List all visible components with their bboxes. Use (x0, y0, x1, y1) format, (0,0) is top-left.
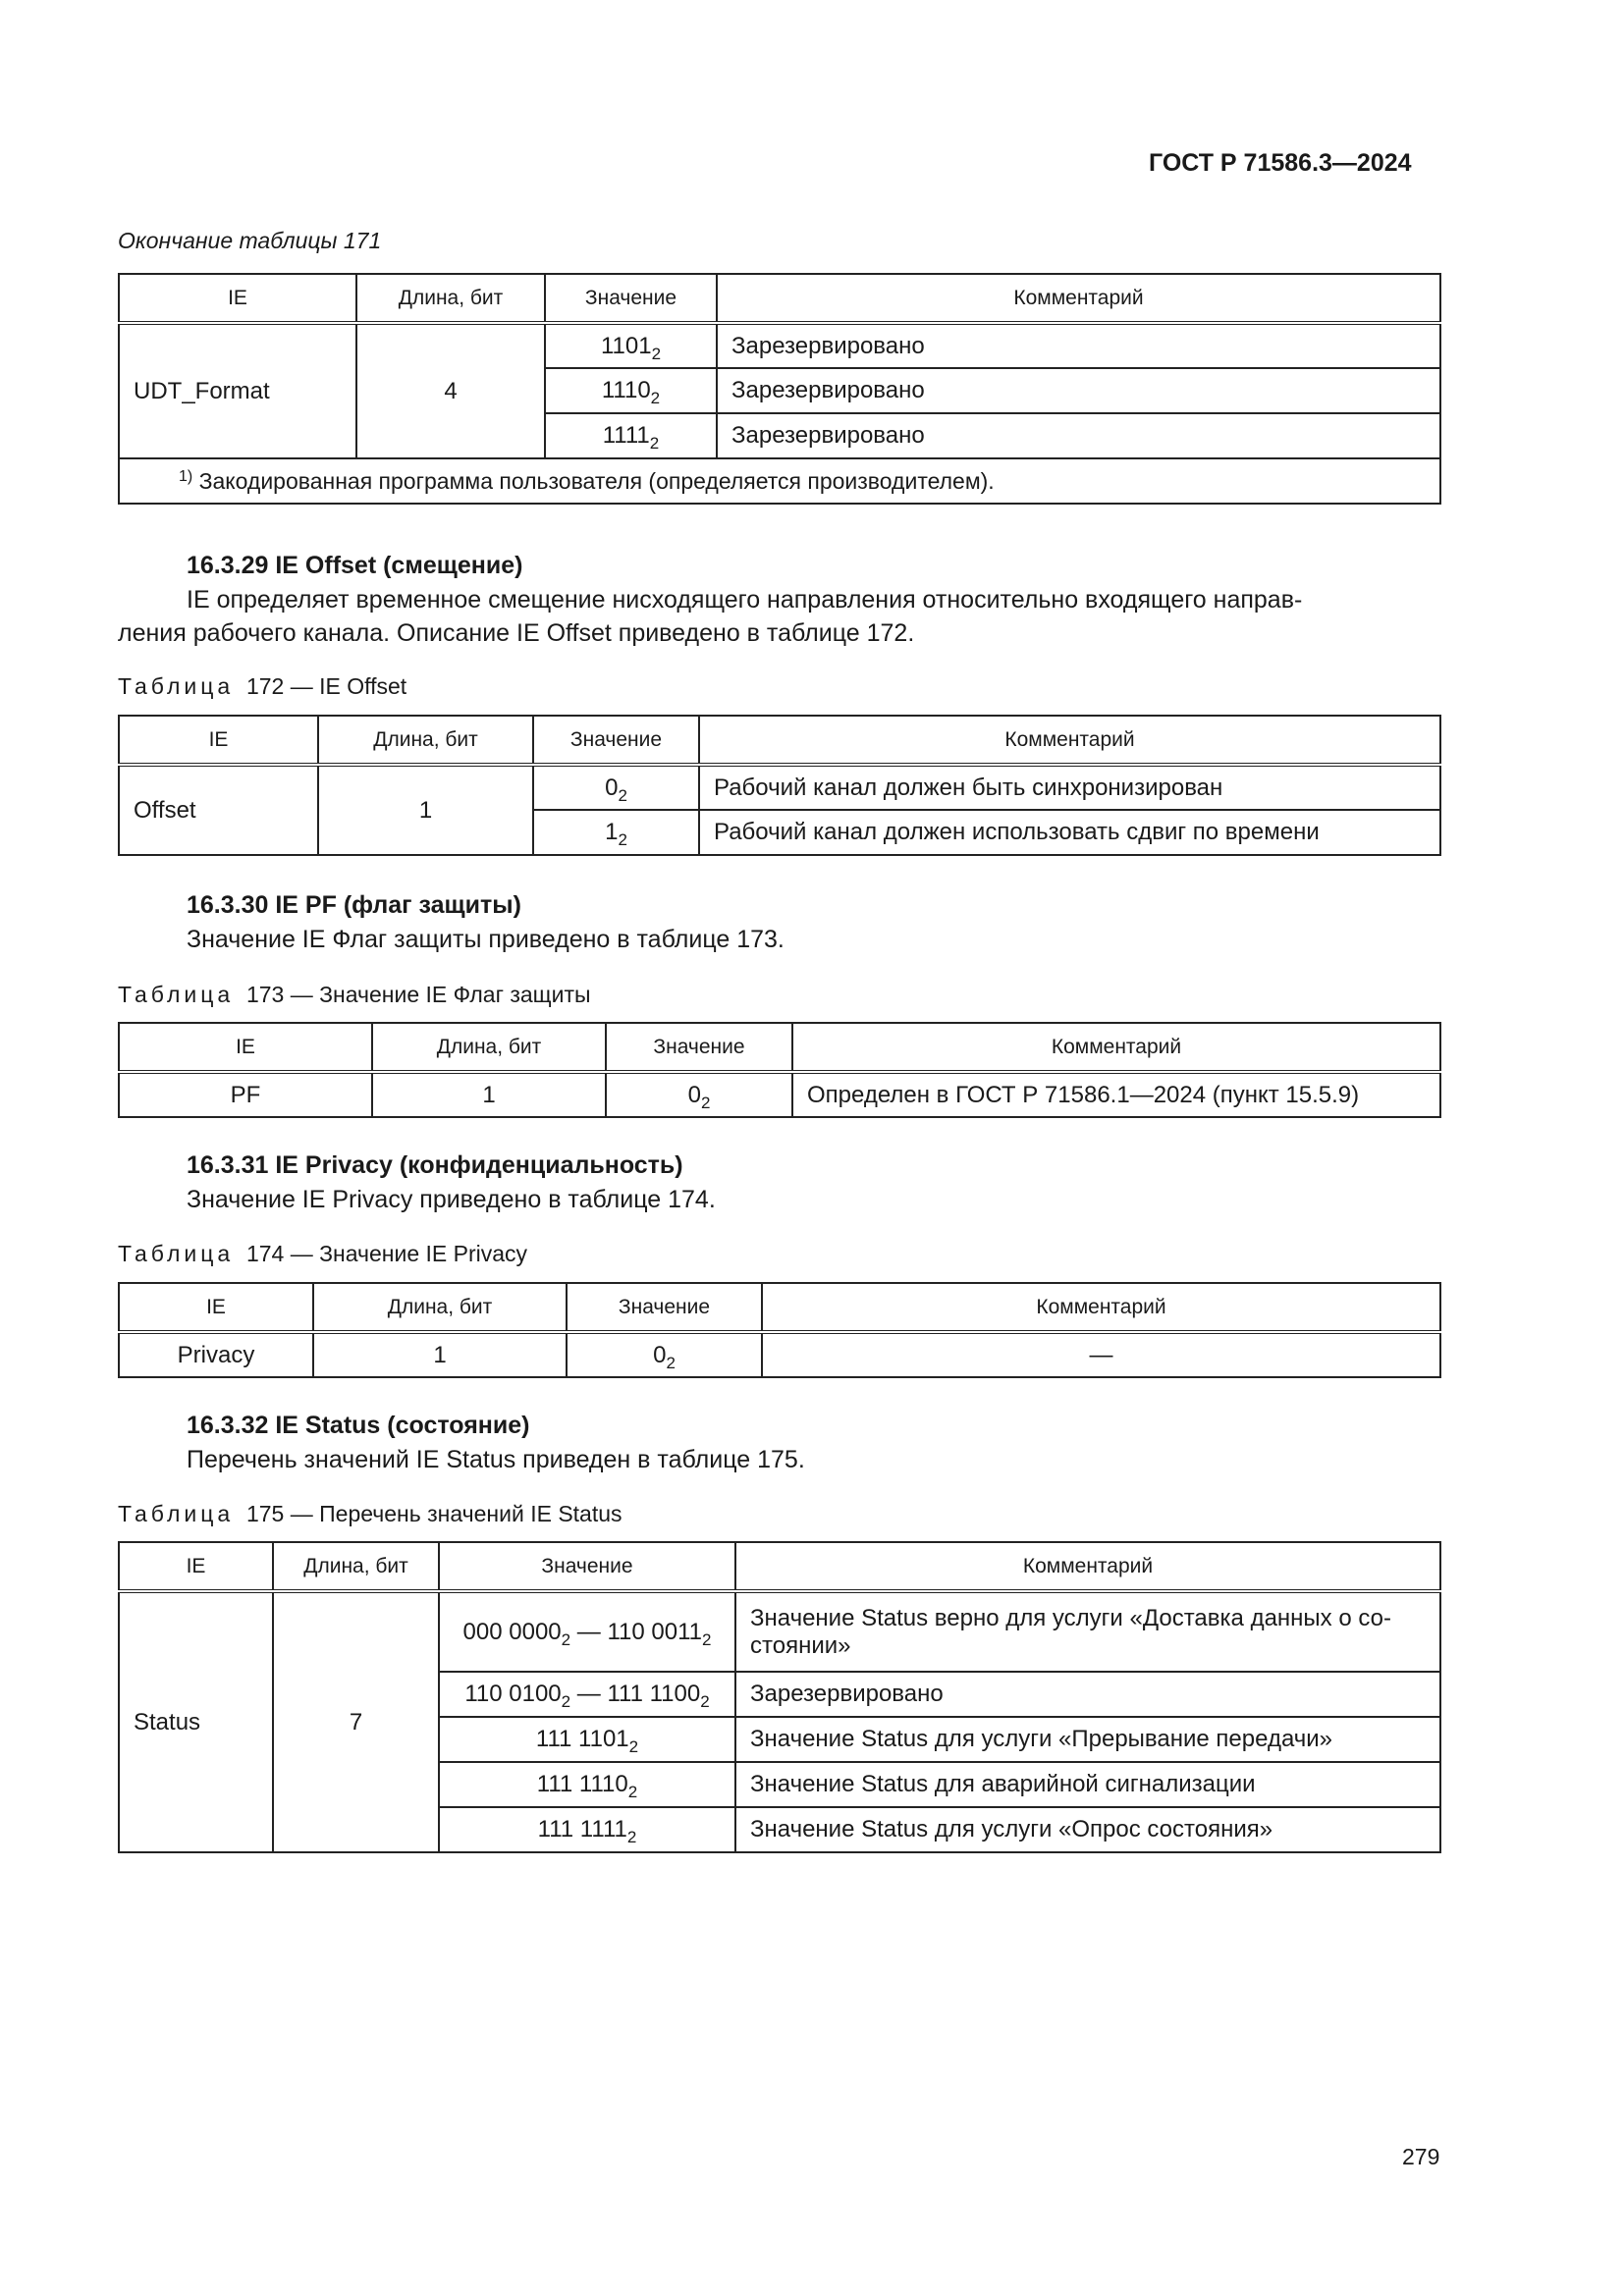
table-173-caption: Таблица 173 — Значение IE Флаг защиты (118, 982, 591, 1007)
col-comment: Комментарий (699, 716, 1440, 765)
table-row (119, 1072, 1440, 1117)
table-171-caption: Окончание таблицы 171 (118, 228, 382, 253)
cell-length: 1 (318, 765, 533, 855)
col-value: Значение (545, 274, 717, 323)
section-16-3-29-text-line1: IE определяет временное смещение нисходящего направления относительно входящего направ- (187, 586, 1303, 614)
cell-value: $1101_2$ (545, 323, 717, 368)
table-174 (118, 1282, 1441, 1378)
section-16-3-32-text: Перечень значений IE Status приведен в таблице 175. (187, 1446, 805, 1473)
col-ie: IE (119, 716, 318, 765)
cell-comment: Рабочий канал должен использовать сдвиг по времени (699, 810, 1440, 855)
cell-value: 000 $0000_2$ — 110 $0011_2$ (439, 1591, 735, 1672)
col-value: Значение (439, 1542, 735, 1591)
table-172-caption: Таблица 172 — IE Offset (118, 673, 407, 699)
col-length: Длина, бит (372, 1023, 606, 1072)
col-ie: IE (119, 1283, 313, 1332)
cell-comment: Значение Status для услуги «Прерывание передачи» (735, 1717, 1440, 1762)
table-175-caption: Таблица 175 — Перечень значений IE Status (118, 1501, 623, 1526)
table-row (119, 765, 1440, 810)
cell-value: $0_2$ (606, 1072, 792, 1117)
col-length: Длина, бит (318, 716, 533, 765)
table-row (119, 1591, 1440, 1672)
section-16-3-31-title: 16.3.31 IE Privacy (конфиденциальность) (187, 1151, 683, 1179)
cell-value: 110 $0100_2$ — 111 $1100_2$ (439, 1672, 735, 1717)
cell-ie: UDT_Format (119, 323, 356, 458)
table-row (119, 323, 1440, 368)
col-value: Значение (606, 1023, 792, 1072)
cell-value: $0_2$ (533, 765, 699, 810)
cell-ie: Status (119, 1591, 273, 1852)
cell-comment: Значение Status верно для услуги «Доставка данных о со- стоянии» (735, 1591, 1440, 1672)
table-175 (118, 1541, 1441, 1853)
cell-comment: Зарезервировано (735, 1672, 1440, 1717)
section-16-3-32-title: 16.3.32 IE Status (состояние) (187, 1412, 530, 1439)
section-16-3-29-text-line2: ления рабочего канала. Описание IE Offset приведено в таблице 172. (118, 619, 915, 647)
cell-comment: Определен в ГОСТ Р 71586.1—2024 (пункт 15.5.9) (792, 1072, 1440, 1117)
col-comment: Комментарий (735, 1542, 1440, 1591)
cell-value: $0_2$ (567, 1332, 762, 1377)
table-172 (118, 715, 1441, 856)
cell-ie: PF (119, 1072, 372, 1117)
table-row (119, 1332, 1440, 1377)
table-171 (118, 273, 1441, 505)
cell-comment: — (762, 1332, 1440, 1377)
cell-comment: Зарезервировано (717, 323, 1440, 368)
col-value: Значение (567, 1283, 762, 1332)
cell-value: $1110_2$ (545, 368, 717, 413)
page-number: 279 (1402, 2144, 1440, 2169)
cell-ie: Offset (119, 765, 318, 855)
col-value: Значение (533, 716, 699, 765)
cell-comment: Значение Status для аварийной сигнализации (735, 1762, 1440, 1807)
cell-value: 111 $1110_2$ (439, 1762, 735, 1807)
section-16-3-30-text: Значение IE Флаг защиты приведено в таблице 173. (187, 926, 785, 953)
cell-length: 1 (313, 1332, 567, 1377)
col-comment: Комментарий (717, 274, 1440, 323)
col-length: Длина, бит (313, 1283, 567, 1332)
document-standard-id: ГОСТ Р 71586.3—2024 (1149, 149, 1412, 177)
cell-comment: Зарезервировано (717, 368, 1440, 413)
cell-value: 111 $1101_2$ (439, 1717, 735, 1762)
cell-comment: Значение Status для услуги «Опрос состояния» (735, 1807, 1440, 1852)
cell-value: 111 $1111_2$ (439, 1807, 735, 1852)
table-174-caption: Таблица 174 — Значение IE Privacy (118, 1241, 528, 1266)
cell-comment: Рабочий канал должен быть синхронизирован (699, 765, 1440, 810)
section-16-3-30-title: 16.3.30 IE PF (флаг защиты) (187, 891, 521, 919)
cell-length: 7 (273, 1591, 439, 1852)
cell-value: $1_2$ (533, 810, 699, 855)
cell-length: 4 (356, 323, 545, 458)
col-length: Длина, бит (356, 274, 545, 323)
cell-ie: Privacy (119, 1332, 313, 1377)
section-16-3-31-text: Значение IE Privacy приведено в таблице 174. (187, 1186, 716, 1213)
cell-value: $1111_2$ (545, 413, 717, 458)
footnote-row (119, 458, 1440, 504)
col-comment: Комментарий (762, 1283, 1440, 1332)
col-ie: IE (119, 1023, 372, 1072)
col-comment: Комментарий (792, 1023, 1440, 1072)
table-173 (118, 1022, 1441, 1118)
cell-length: 1 (372, 1072, 606, 1117)
col-ie: IE (119, 274, 356, 323)
table-footnote: $^{1)}$ Закодированная программа пользователя (определяется производителем). (119, 458, 1440, 504)
col-length: Длина, бит (273, 1542, 439, 1591)
section-16-3-29-title: 16.3.29 IE Offset (смещение) (187, 552, 523, 579)
cell-comment: Зарезервировано (717, 413, 1440, 458)
col-ie: IE (119, 1542, 273, 1591)
